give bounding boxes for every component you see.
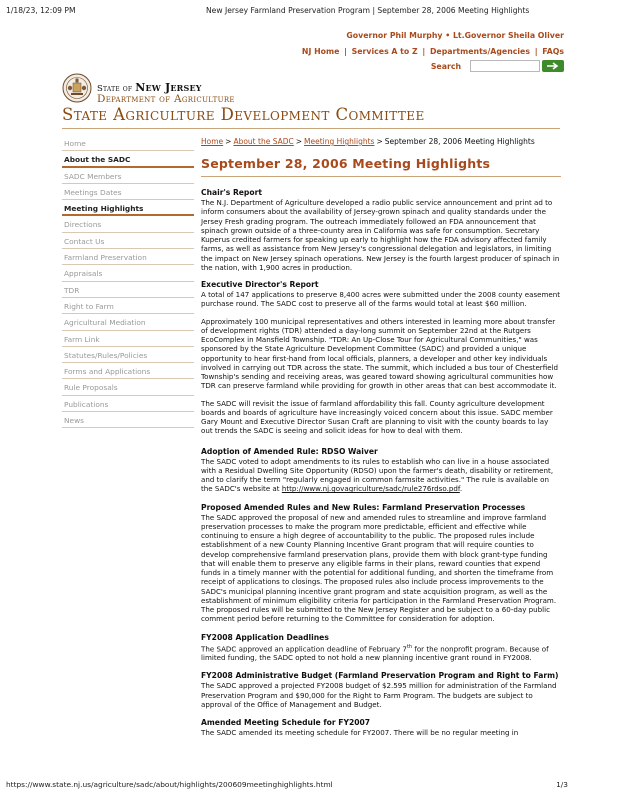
breadcrumb-home[interactable]: Home (201, 137, 224, 146)
application-deadlines-section (201, 633, 561, 663)
sidebar-item-appraisals[interactable]: Appraisals (62, 265, 194, 281)
search-input[interactable] (470, 60, 540, 72)
paragraph: The SADC amended its meeting schedule for FY2007. There will be no regular meeting in (201, 728, 519, 738)
superscript: th (406, 643, 413, 650)
search-label: Search (430, 61, 461, 71)
meeting-schedule-section (201, 718, 561, 737)
sidebar-item-meetings-dates[interactable]: Meetings Dates (62, 184, 194, 200)
paragraph: The SADC approved the proposal of new and amended rules to streamline and improve farmland preservation processes to make the program more predictable, efficient and effective while continuing to ensure a high degree of accountability to the public. The proposed rules include establishment of a new County Planning Incentive Grant program that will require counties to develop comprehensive farmland preservation plans, provide them with block grant-type funding that will enable them to preserve any eligible farms in their plans, reward counties that expend funds in a timely manner with the potential for additional funding, and shorten the timeframe from receipt of applications to closings. The proposed rules also include process improvements to the SADC's municipal planning incentive grant program and state acquisition program, as well as the establishment of minimum eligibility criteria for participation in the Farmland Preservation Program. The proposed rules will be submitted to the New Jersey Register and be subject to a 60-day public comment period before returning to the Committee for consideration for adoption. (201, 512, 557, 624)
print-header (6, 6, 612, 18)
administrative-budget-section (201, 671, 561, 709)
page-title: September 28, 2006 Meeting Highlights (201, 156, 491, 171)
title-divider (201, 176, 561, 177)
sidebar-item-publications[interactable]: Publications (62, 396, 194, 412)
departments-agencies-link[interactable]: Departments/Agencies (429, 47, 530, 56)
link-separator: | (344, 47, 347, 56)
top-links (302, 47, 564, 56)
header-divider (62, 128, 560, 129)
print-footer (6, 780, 612, 792)
link-separator: | (534, 47, 538, 56)
sidebar-item-farm-link[interactable]: Farm Link (62, 331, 194, 347)
sidebar-item-tdr[interactable]: TDR (62, 282, 194, 298)
arrow-right-icon (546, 62, 560, 70)
sidebar-item-home[interactable]: Home (62, 135, 194, 151)
main-content (201, 137, 561, 737)
breadcrumb-separator: > (225, 137, 232, 146)
sidebar-item-statutes-rules-policies[interactable]: Statutes/Rules/Policies (62, 347, 194, 363)
breadcrumb-current: September 28, 2006 Meeting Highlights (384, 137, 535, 146)
executive-directors-report-section (201, 280, 561, 436)
nj-home-link[interactable]: NJ Home (301, 47, 340, 56)
rdso-rule-link[interactable]: http://www.nj.govagriculture/sadc/rule276rdso.pdf (281, 484, 460, 494)
section-heading: FY2008 Administrative Budget (Farmland Preservation Program and Right to Farm) (201, 671, 559, 681)
search-bar (431, 59, 564, 73)
sidebar-nav (62, 135, 194, 428)
state-name-text: New Jersey (135, 81, 202, 94)
sidebar-item-directions[interactable]: Directions (62, 216, 194, 232)
paragraph-text: The SADC voted to adopt amendments to its rules to establish who can live in a house associated with a Residual Dwelling Site Opportunity (RDSO) upon the farmer's death, disability or retirement, and to clarify the term "regularly engaged in common farmsite activities." The rule is available on the SADC's website at (201, 456, 554, 494)
print-url: https://www.state.nj.us/agriculture/sadc/about/highlights/200609meetinghighlights.html (6, 780, 333, 789)
section-heading: Chair's Report (201, 188, 262, 197)
section-heading: Proposed Amended Rules and New Rules: Farmland Preservation Processes (201, 502, 526, 512)
sidebar-item-right-to-farm[interactable]: Right to Farm (62, 298, 194, 314)
committee-title[interactable]: State Agriculture Development Committee (62, 105, 425, 124)
breadcrumb-meeting-highlights[interactable]: Meeting Highlights (304, 137, 375, 146)
faqs-link[interactable]: FAQs (542, 47, 564, 56)
section-heading: Executive Director's Report (201, 280, 319, 289)
link-separator: | (422, 47, 426, 56)
breadcrumb-separator: > (376, 137, 383, 146)
paragraph-end: . (459, 484, 463, 494)
paragraph-text: The SADC approved an application deadline of February 7 (201, 643, 407, 653)
nj-state-seal-icon (62, 73, 92, 103)
breadcrumb-separator: > (295, 137, 303, 146)
governor-name[interactable]: Governor Phil Murphy (346, 31, 443, 40)
paragraph: The SADC approved a projected FY2008 budget of $2.595 million for administration of the Farmland Preservation Program and $90,000 for the Right to Farm Program. The budgets are subject to approval of the Office of Management and Budget. (201, 681, 557, 709)
section-heading: Amended Meeting Schedule for FY2007 (201, 718, 371, 728)
state-of-text: State of (97, 84, 133, 94)
paragraph (201, 457, 561, 494)
sidebar-item-sadc-members[interactable]: SADC Members (62, 168, 194, 184)
sidebar-item-rule-proposals[interactable]: Rule Proposals (62, 379, 194, 395)
breadcrumb (201, 137, 561, 146)
sidebar-item-meeting-highlights[interactable]: Meeting Highlights (62, 200, 194, 216)
department-name[interactable]: Department of Agriculture (97, 93, 235, 105)
proposed-rules-section (201, 503, 561, 624)
paragraph: The SADC will revisit the issue of farmland affordability this fall. County agriculture development boards and boards of agriculture have increasingly voiced concern about this issue. SADC member Gary Mount and Executive Director Susan Craft are planning to visit with the county boards to lay out trends the SADC is seeing and solicit ideas for how to deal with them. (201, 398, 553, 436)
paragraph: Approximately 100 municipal representatives and others interested in learning more about transfer of development rights (TDR) attended a day-long summit on September 22nd at the Rutgers EcoComplex in Mansfield Township. "TDR: An Up-Close Tour for Agricultural Communities," was sponsored by the State Agriculture Development Committee (SADC) and provided a unique opportunity to hear first-hand from local officials, planners, a developer and other key individuals involved in carrying out TDR across the state. The summit, which included a bus tour of Chesterfield Township's sending and receiving areas, was geared toward showing agricultural communities how TDR can preserve farmland while providing for growth in other areas that can best accommodate it. (201, 316, 559, 391)
section-heading: FY2008 Application Deadlines (201, 632, 329, 642)
paragraph: A total of 147 applications to preserve 8,400 acres were submitted under the 2008 county easement purchase round. The SADC cost to preserve all of the farms would total at least $60 million. (201, 290, 561, 309)
print-page-title: New Jersey Farmland Preservation Program | September 28, 2006 Meeting Highlights (206, 6, 530, 15)
governor-line (346, 31, 564, 40)
sidebar-item-contact-us[interactable]: Contact Us (62, 233, 194, 249)
section-heading: Adoption of Amended Rule: RDSO Waiver (201, 446, 378, 456)
paragraph: The N.J. Department of Agriculture developed a radio public service announcement and print ad to inform consumers about the availability of Jersey-grown spinach and quality standards under the Jersey Fresh grading program. The outreach immediately followed an FDA announcement that spinach grown outside of a three-county area in California was safe for consumption. Secretary Kuperus credited farmers for speaking up early to highlight how the FDA advisory affected family farms, as well as assistance from New Jersey's congressional delegation and legislators, in limiting the impact on New Jersey spinach operations. New Jersey is the fourth largest producer of spinach in the nation, with 1,900 acres in production. (201, 198, 560, 272)
bullet-separator: • (445, 31, 451, 40)
chairs-report-section (201, 188, 561, 272)
services-a-to-z-link[interactable]: Services A to Z (351, 47, 418, 56)
sidebar-item-agricultural-mediation[interactable]: Agricultural Mediation (62, 314, 194, 330)
sidebar-item-forms-and-applications[interactable]: Forms and Applications (62, 363, 194, 379)
search-go-button[interactable] (542, 60, 564, 72)
paragraph (201, 643, 561, 663)
lt-governor-name[interactable]: Lt.Governor Sheila Oliver (452, 31, 564, 40)
sidebar-item-about-the-sadc[interactable]: About the SADC (62, 151, 194, 167)
print-datetime: 1/18/23, 12:09 PM (6, 6, 76, 15)
print-page-number: 1/3 (556, 780, 568, 789)
breadcrumb-about-sadc[interactable]: About the SADC (233, 137, 294, 146)
sidebar-item-news[interactable]: News (62, 412, 194, 428)
paragraph-text: for the nonprofit program. Because of limited funding, the SADC opted to not hold a new planning incentive grant round in FY2008. (201, 643, 549, 663)
sidebar-item-farmland-preservation[interactable]: Farmland Preservation (62, 249, 194, 265)
rdso-waiver-section (201, 447, 561, 494)
